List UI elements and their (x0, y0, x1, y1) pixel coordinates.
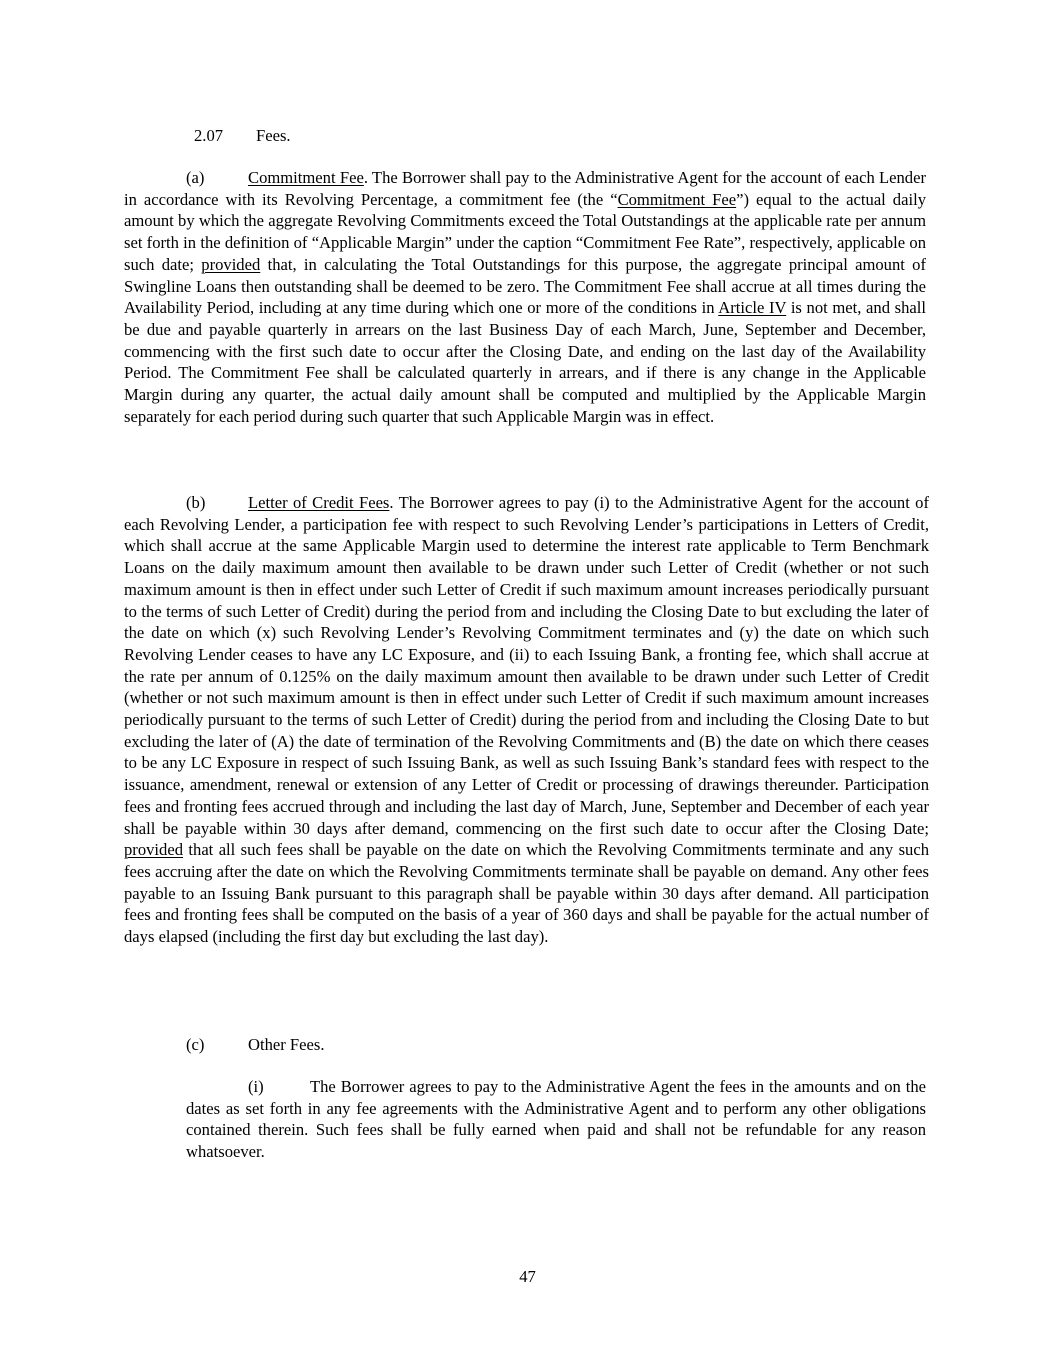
paragraph-b-heading: Letter of Credit Fees (248, 493, 390, 512)
paragraph-c-label: (c) (186, 1035, 205, 1054)
section-title: Fees. (256, 126, 291, 145)
paragraph-a-text-1: . The Borrower shall pay to the Administrative Agent for the account of each Lender in accordance with its Revolving Percentage, a commitment fee (the “ (124, 168, 926, 209)
section-number: 2.07 (194, 126, 224, 145)
paragraph-a-text-2: ”) equal to the actual daily amount by which the aggregate Revolving Commitments exceed the Total Outstandings at the applicable rate per annum set forth in the definition of “Applicable Margin” under the caption “Commitment Fee Rate”, respectively, applicable on such date; (124, 189, 926, 274)
paragraph-b-label: (b) (186, 493, 206, 512)
paragraph-c-other-fees (186, 1034, 686, 1056)
page-number: 47 (519, 1267, 536, 1286)
paragraph-b-text-1: . The Borrower agrees to pay (i) to the Administrative Agent for the account of each Revolving Lender, a participation fee with respect to such Revolving Lender’s participations in Letters of Credit, which shall accrue at the same Applicable Margin used to determine the interest rate applicable to Term Benchmark Loans on the daily maximum amount then available to be drawn under such Letter of Credit (whether or not such maximum amount is then in effect under such Letter of Credit if such maximum amount increases periodically pursuant to the terms of such Letter of Credit) during the period from and including the Closing Date to but excluding the later of the date on which (x) such Revolving Lender’s Revolving Commitment terminates and (y) the date on which such Revolving Lender ceases to have any LC Exposure, and (ii) to each Issuing Bank, a fronting fee, which shall accrue at the rate per annum of 0.125% on the daily maximum amount then available to be drawn under such Letter of Credit (whether or not such maximum amount is then in effect under such Letter of Credit if such maximum amount increases periodically pursuant to the terms of such Letter of Credit) during the period from and including the Closing Date to but excluding the later of (A) the date of termination of the Revolving Commitments and (B) the date on which there ceases to be any LC Exposure in respect of such Issuing Bank, as well as such Issuing Bank’s standard fees with respect to the issuance, amendment, renewal or extension of any Letter of Credit or processing of drawings thereunder. Participation fees and fronting fees accrued through and including the last day of March, June, September and December of each year shall be payable within 30 days after demand, commencing on the first such date to occur after the Closing Date; (124, 493, 930, 838)
paragraph-c-i (186, 1076, 926, 1163)
proviso-term: provided (124, 840, 183, 860)
paragraph-a-text-3: that, in calculating the Total Outstandings for this purpose, the aggregate principal amount of Swingline Loans then outstanding shall be deemed to be zero. The Commitment Fee shall accrue at all times during the Availability Period, including at any time during which one or more of the conditions in (124, 254, 927, 318)
paragraph-b-text-2: that all such fees shall be payable on the date on which the Revolving Commitments terminate and any such fees accruing after the date on which the Revolving Commitments terminate shall be payable on demand. Any other fees payable to an Issuing Bank pursuant to this paragraph shall be payable within 30 days after demand. All participation fees and fronting fees shall be computed on the basis of a year of 360 days and shall be payable for the actual number of days elapsed (including the first day but excluding the last day). (124, 840, 929, 947)
paragraph-a-label: (a) (186, 168, 205, 187)
paragraph-a-commitment-fee (124, 167, 926, 427)
paragraph-b-letter-of-credit-fees (124, 492, 929, 948)
paragraph-a-heading: Commitment Fee (248, 168, 364, 187)
paragraph-c-heading: Other Fees. (248, 1035, 325, 1054)
paragraph-a-text-4: is not met, and shall be due and payable quarterly in arrears on the last Business Day of each March, June, September and December, commencing with the first such date to occur after the Closing Date, and ending on the last day of the Availability Period. The Commitment Fee shall be calculated quarterly in arrears, and if there is any change in the Applicable Margin during any quarter, the actual daily amount shall be computed and multiplied by the Applicable Margin separately for each period during such quarter that such Applicable Margin was in effect. (124, 298, 926, 426)
paragraph-c-i-label: (i) (248, 1077, 264, 1096)
proviso-term: provided (201, 254, 261, 274)
paragraph-c-i-text: The Borrower agrees to pay to the Administrative Agent the fees in the amounts and on the dates as set forth in any fee agreements with the Administrative Agent and to perform any other obligations contained therein. Such fees shall be fully earned when paid and shall not be refundable for any reason whatsoever. (186, 1077, 926, 1162)
defined-term-commitment-fee: Commitment Fee (617, 189, 737, 209)
article-reference: Article IV (718, 298, 787, 318)
section-heading (194, 125, 291, 147)
